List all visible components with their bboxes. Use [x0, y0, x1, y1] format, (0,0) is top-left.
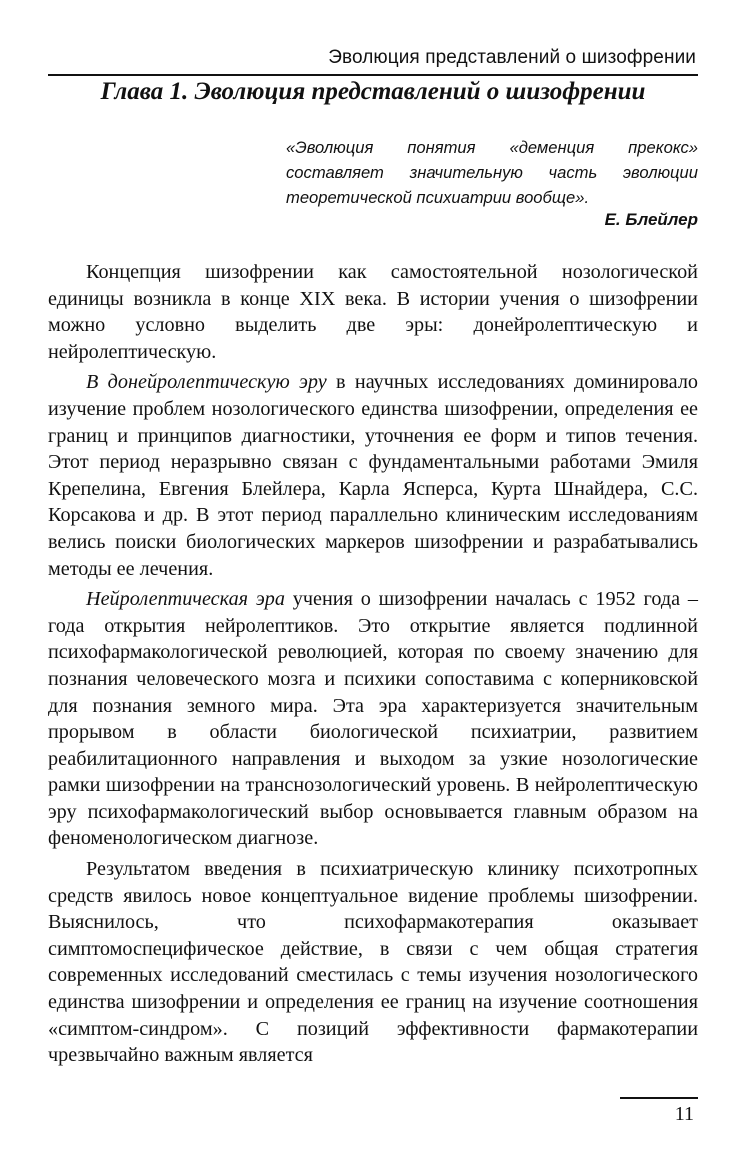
running-head: Эволюция представлений о шизофрении — [328, 47, 696, 68]
header-rule — [48, 74, 698, 76]
paragraph-text: Концепция шизофрении как самостоятельной нозологической единицы возникла в конце XIX века. В истории учения о шизофрении можно условно выделить две эры: донейролептическую и нейролептическую. — [48, 261, 698, 363]
chapter-title: Глава 1. Эволюция представлений о шизофрении — [100, 78, 646, 105]
body-text — [48, 259, 698, 1073]
paragraph-1 — [48, 259, 698, 365]
epigraph-author: Е. Блейлер — [604, 210, 698, 229]
paragraph-lead: Нейролептическая эра — [86, 588, 285, 611]
paragraph-lead: В донейролептическую эру — [86, 371, 327, 394]
epigraph-quote: «Эволюция понятия «деменция прекокс» составляет значительную часть эволюции теоретической психиатрии вообще». — [286, 138, 698, 207]
page-number: 11 — [674, 1103, 694, 1125]
footer-rule — [620, 1097, 698, 1099]
paragraph-text: Результатом введения в психиатрическую клинику психотропных средств явилось новое концептуальное видение проблемы шизофрении. Выяснилось, что психофармакотерапия оказывает симптомоспецифическое действие, в связи с чем общая стратегия современных исследований сместилась с темы изучения нозологического единства шизофрении и определения ее границ на изучение соотношения «симптом-синдром». С позиций эффективности фармакотерапии чрезвычайно важным является — [48, 858, 698, 1067]
paragraph-text: учения о шизофрении началась с 1952 года – года открытия нейролептиков. Это открытие является подлинной психофармакологической революцией, которая по своему значению для познания человеческого мозга и психики сопоставима с коперниковской для познания земного мира. Эта эра характеризуется значительным прорывом в области биологической психиатрии, развитием реабилитационного направления и выходом за узкие нозологические рамки шизофрении на транснозологический уровень. В нейролептическую эру психофармакологический выбор основывается главным образом на феноменологическом диагнозе. — [48, 588, 698, 850]
paragraph-text: в научных исследованиях доминировало изучение проблем нозологического единства шизофрении, определения ее границ и принципов диагностики, уточнения ее форм и типов течения. Этот период неразрывно связан с фундаментальными работами Эмиля Крепелина, Евгения Блейлера, Карла Ясперса, Курта Шнайдера, С.С. Корсакова и др. В этот период параллельно клиническим исследованиям велись поиски биологических маркеров шизофрении и разрабатывались методы ее лечения. — [48, 371, 698, 580]
paragraph-2 — [48, 369, 698, 582]
paragraph-3 — [48, 586, 698, 852]
paragraph-4 — [48, 856, 698, 1069]
